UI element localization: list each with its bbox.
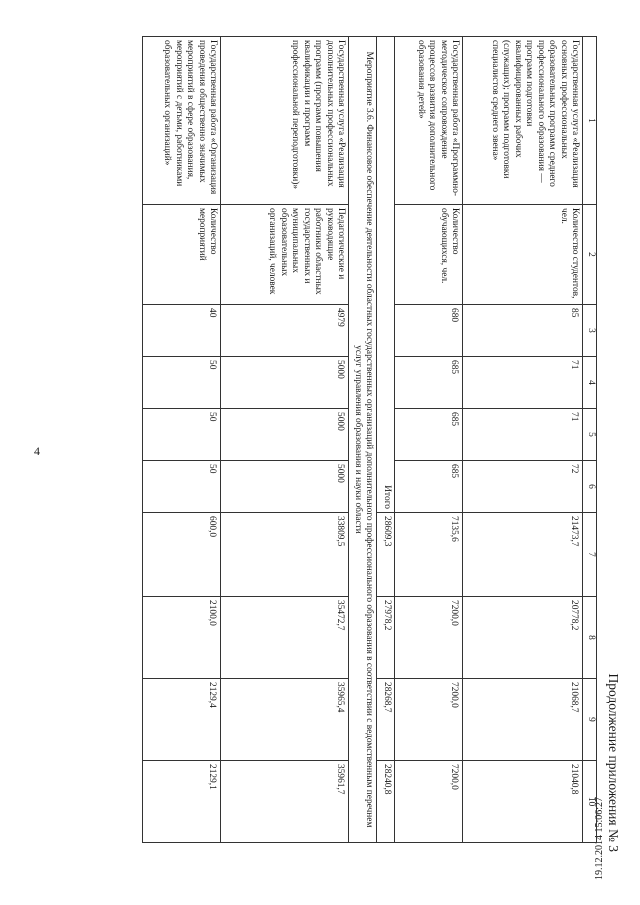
- col-header-5: 5: [583, 409, 597, 461]
- table-cell: 85: [463, 305, 583, 357]
- table-cell: 5000: [221, 357, 349, 409]
- table-cell: 7200,0: [395, 679, 463, 761]
- table-cell: 33809,5: [221, 513, 349, 597]
- col-header-3: 3: [583, 305, 597, 357]
- table-cell: 685: [395, 409, 463, 461]
- col-header-4: 4: [583, 357, 597, 409]
- service-name: Государственная работа «Программно-методическое сопровождение процессов развития дополнительного образования детей»: [395, 37, 463, 205]
- col-header-7: 7: [583, 513, 597, 597]
- table-cell: 2129,4: [143, 679, 221, 761]
- table-cell: 40: [143, 305, 221, 357]
- section-row: [349, 37, 377, 843]
- service-name: Государственная услуга «Реализация дополнительных профессиональных программ (программ повышения квалификации и программ профессиональной переподготовки)»: [221, 37, 349, 205]
- table-cell: 27978,2: [377, 597, 395, 679]
- table-cell: 28609,3: [377, 513, 395, 597]
- table-cell: 7135,6: [395, 513, 463, 597]
- table-cell: 71: [463, 357, 583, 409]
- table-cell: 2100,0: [143, 597, 221, 679]
- col-header-10: 10: [583, 761, 597, 843]
- indicator-name: Количество студентов, чел.: [463, 205, 583, 305]
- table-cell: 2129,1: [143, 761, 221, 843]
- page-number: 4: [34, 444, 40, 458]
- table-cell: 20778,2: [463, 597, 583, 679]
- table-cell: 4979: [221, 305, 349, 357]
- appendix-continuation-title: Продолжение приложения № 3: [606, 673, 621, 852]
- total-row: [377, 37, 395, 843]
- total-label: Итого: [377, 37, 395, 513]
- header-row: [583, 37, 597, 843]
- table-cell: 35472,7: [221, 597, 349, 679]
- table-cell: 21473,7: [463, 513, 583, 597]
- indicator-name: Количество обучающихся, чел.: [395, 205, 463, 305]
- table-cell: 71: [463, 409, 583, 461]
- table-cell: 5000: [221, 409, 349, 461]
- col-header-1: 1: [583, 37, 597, 205]
- col-header-9: 9: [583, 679, 597, 761]
- table-cell: 685: [395, 357, 463, 409]
- table-cell: 685: [395, 461, 463, 513]
- table-cell: 28268,7: [377, 679, 395, 761]
- table-cell: 21068,7: [463, 679, 583, 761]
- table-cell: 7200,0: [395, 597, 463, 679]
- print-timestamp: 19.12.2014 15:06:27: [594, 796, 605, 880]
- table-cell: 7200,0: [395, 761, 463, 843]
- rotated-page: [103, 28, 623, 858]
- col-header-2: 2: [583, 205, 597, 305]
- table-cell: 35965,4: [221, 679, 349, 761]
- table-cell: 28240,8: [377, 761, 395, 843]
- table-cell: 680: [395, 305, 463, 357]
- service-name: Государственная работа «Организация проведения общественно значимых мероприятий в сфере образования, мероприятий с детьми, работниками образовательных организаций»: [143, 37, 221, 205]
- indicator-name: Педагогические и руководящие работники областных государственных и муниципальных образовательных организаций, человек: [221, 205, 349, 305]
- table-row: [143, 37, 221, 843]
- table-cell: 50: [143, 357, 221, 409]
- table-cell: 5000: [221, 461, 349, 513]
- table-row: [221, 37, 349, 843]
- table-row: [395, 37, 463, 843]
- table-cell: 600,0: [143, 513, 221, 597]
- table-row: [463, 37, 583, 843]
- table-cell: 72: [463, 461, 583, 513]
- table-cell: 50: [143, 461, 221, 513]
- indicator-name: Количество мероприятий: [143, 205, 221, 305]
- table-cell: 21040,8: [463, 761, 583, 843]
- service-name: Государственная услуга «Реализация основных профессиональных образовательных программ среднего профессионального образования — программ подготовки квалифицированных рабочих (служащих); программ подготовки специалистов среднего звена»: [463, 37, 583, 205]
- col-header-6: 6: [583, 461, 597, 513]
- table-cell: 50: [143, 409, 221, 461]
- budget-table: [142, 36, 597, 843]
- col-header-8: 8: [583, 597, 597, 679]
- table-cell: 35961,7: [221, 761, 349, 843]
- section-title: Мероприятие 3.6. Финансовое обеспечение деятельности областных государственных организаций дополнительного профессионального образования в соответствии с ведомственным перечнем услуг управления образования и науки области: [349, 37, 377, 843]
